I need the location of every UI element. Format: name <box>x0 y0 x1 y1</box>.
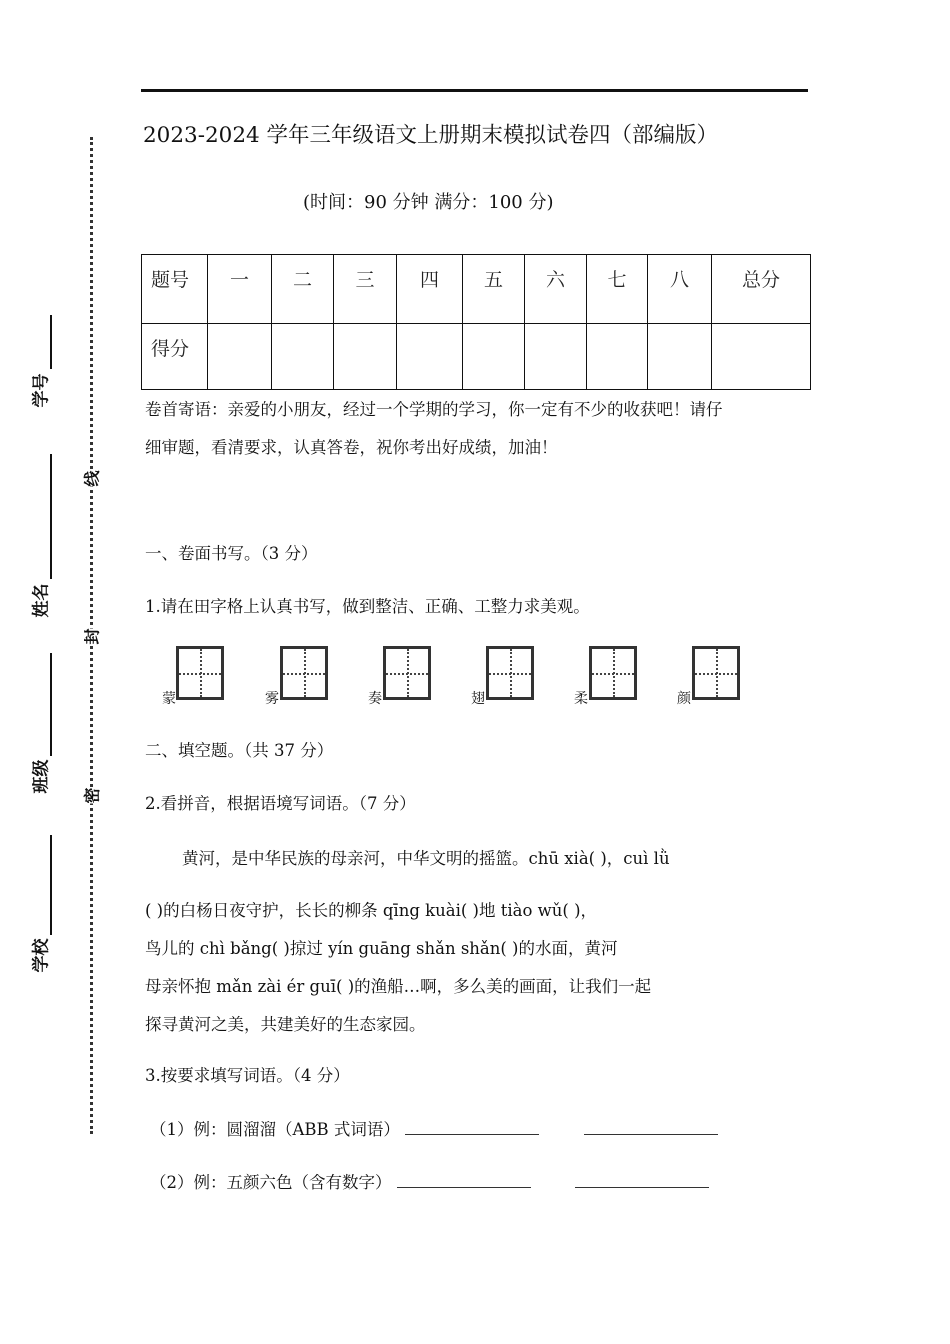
score-cell[interactable] <box>208 324 272 390</box>
grid-char: 奏 <box>368 691 382 707</box>
passage-line-5: 探寻黄河之美，共建美好的生态家园。 <box>145 1015 426 1034</box>
top-rule <box>141 89 808 92</box>
school-line[interactable] <box>50 835 52 935</box>
exam-subtitle: (时间：90 分钟 满分：100 分) <box>303 192 554 213</box>
grid-char: 颜 <box>677 691 691 707</box>
table-header-cell: 四 <box>397 255 463 324</box>
score-row-label: 得分 <box>142 324 208 390</box>
section2-heading: 二、填空题。（共 37 分） <box>145 741 334 760</box>
page-title: 2023-2024 学年三年级语文上册期末模拟试卷四（部编版） <box>143 123 719 148</box>
score-table-header-row <box>142 255 811 324</box>
grid-char: 柔 <box>574 691 588 707</box>
score-cell[interactable] <box>334 324 397 390</box>
score-cell[interactable] <box>397 324 463 390</box>
score-cell[interactable] <box>525 324 587 390</box>
answer-blank[interactable] <box>575 1173 709 1188</box>
intro-line-2: 细审题，看清要求，认真答卷，祝你考出好成绩，加油！ <box>145 438 558 457</box>
tianzige-box[interactable] <box>692 646 740 700</box>
table-header-cell: 三 <box>334 255 397 324</box>
grid-char: 蒙 <box>162 691 176 707</box>
seal-char-feng: 封 <box>80 628 103 644</box>
student-id-line[interactable] <box>50 315 52 369</box>
passage-line-4: 母亲怀抱 mǎn zài ér guī( )的渔船…啊，多么美的画面，让我们一起 <box>145 977 652 996</box>
score-cell[interactable] <box>648 324 712 390</box>
table-header-cell: 一 <box>208 255 272 324</box>
passage-line-1: 黄河，是中华民族的母亲河，中华文明的摇篮。chū xià( )，cuì lǜ <box>182 849 670 868</box>
score-cell[interactable] <box>463 324 525 390</box>
grid-char: 雾 <box>265 691 279 707</box>
q3-item-2 <box>150 1169 709 1193</box>
table-header-cell: 二 <box>272 255 334 324</box>
class-label: 班级 <box>31 759 52 794</box>
score-table <box>141 254 811 390</box>
tianzige-box[interactable] <box>589 646 637 700</box>
tianzige-box[interactable] <box>280 646 328 700</box>
answer-blank[interactable] <box>397 1173 531 1188</box>
seal-char-xian: 线 <box>80 470 103 486</box>
q3-item-1-prompt: （1）例：圆溜溜（ABB 式词语） <box>150 1120 400 1139</box>
table-header-cell: 七 <box>587 255 648 324</box>
tianzige-box[interactable] <box>176 646 224 700</box>
answer-blank[interactable] <box>405 1120 539 1135</box>
intro-line-1: 卷首寄语：亲爱的小朋友，经过一个学期的学习，你一定有不少的收获吧！请仔 <box>145 400 723 419</box>
score-table-row <box>142 324 811 390</box>
table-header-cell: 五 <box>463 255 525 324</box>
passage-line-3: 鸟儿的 chì bǎng( )掠过 yín guāng shǎn shǎn( )的水面，黄河 <box>145 939 618 958</box>
score-cell[interactable] <box>712 324 811 390</box>
tianzige-box[interactable] <box>486 646 534 700</box>
class-line[interactable] <box>50 653 52 756</box>
name-line[interactable] <box>50 454 52 579</box>
answer-blank[interactable] <box>584 1120 718 1135</box>
seal-char-mi: 密 <box>80 787 103 803</box>
q3-item-2-prompt: （2）例：五颜六色（含有数字） <box>150 1173 392 1192</box>
question-2: 2.看拼音，根据语境写词语。（7 分） <box>145 794 416 813</box>
table-header-cell: 八 <box>648 255 712 324</box>
table-header-cell: 总分 <box>712 255 811 324</box>
q3-item-1 <box>150 1116 718 1140</box>
question-3: 3.按要求填写词语。（4 分） <box>145 1066 350 1085</box>
score-cell[interactable] <box>272 324 334 390</box>
score-cell[interactable] <box>587 324 648 390</box>
grid-char: 翅 <box>471 691 485 707</box>
school-label: 学校 <box>31 938 52 973</box>
question-1: 1.请在田字格上认真书写，做到整洁、正确、工整力求美观。 <box>145 597 590 616</box>
table-header-cell: 题号 <box>142 255 208 324</box>
name-label: 姓名 <box>31 583 52 618</box>
passage-line-2: ( )的白杨日夜守护，长长的柳条 qīng kuài( )地 tiào wǔ( )， <box>145 901 598 920</box>
tianzige-box[interactable] <box>383 646 431 700</box>
writing-grid-6[interactable] <box>675 643 855 713</box>
section1-heading: 一、卷面书写。（3 分） <box>145 544 318 563</box>
student-id-label: 学号 <box>31 373 52 408</box>
table-header-cell: 六 <box>525 255 587 324</box>
